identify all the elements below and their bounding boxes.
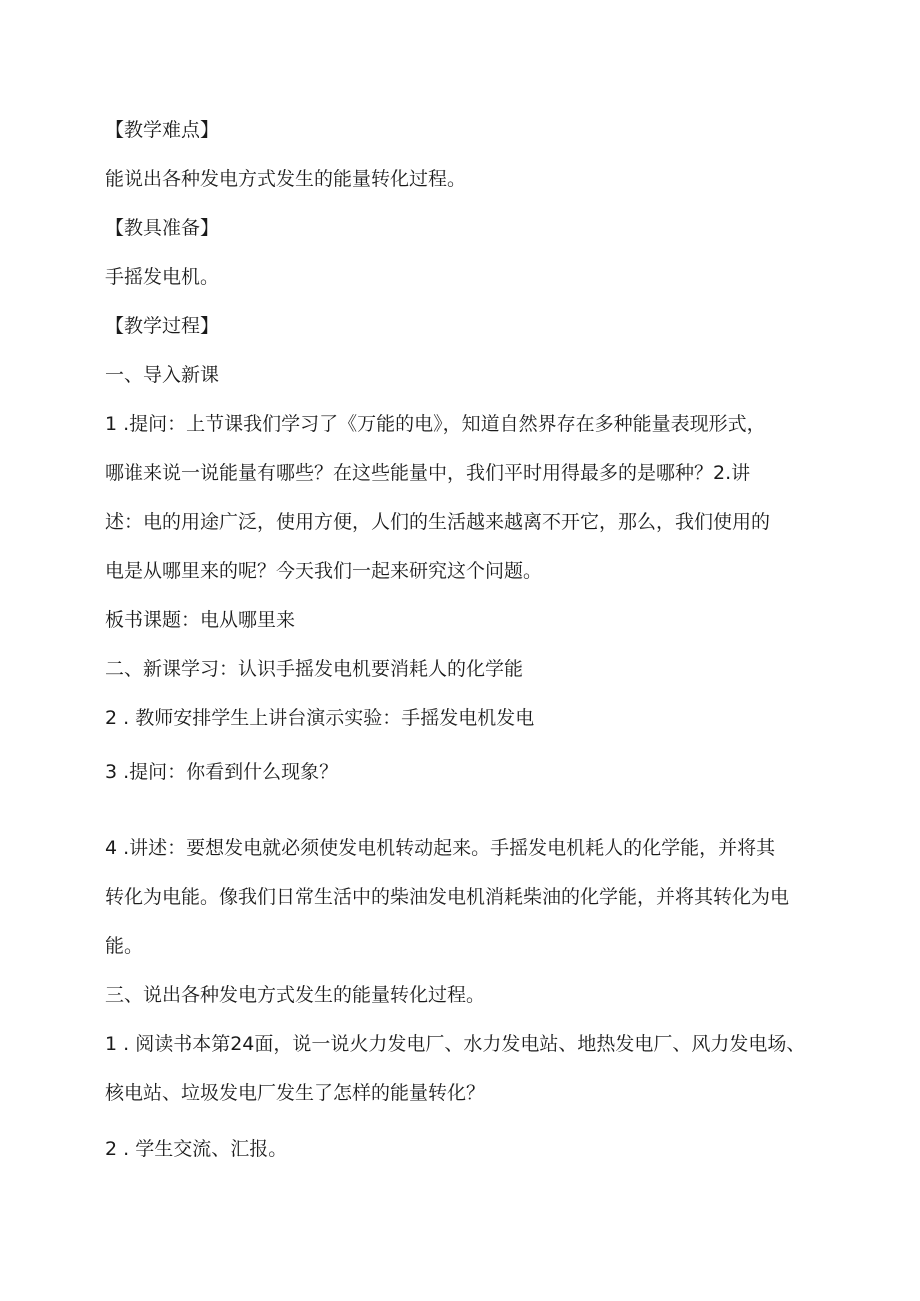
section-heading-process: 【教学过程】: [105, 315, 220, 337]
subsection-heading: 三、说出各种发电方式发生的能量转化过程。: [105, 984, 486, 1006]
paragraph-line: 电是从哪里来的呢？今天我们一起来研究这个问题。: [105, 560, 543, 582]
paragraph-line: 4 .讲述：要想发电就必须使发电机转动起来。手摇发电机耗人的化学能，并将其: [105, 837, 776, 859]
paragraph-line: 2 . 教师安排学生上讲台演示实验：手摇发电机发电: [105, 707, 535, 729]
paragraph-line: 转化为电能。像我们日常生活中的柴油发电机消耗柴油的化学能，并将其转化为电: [105, 886, 790, 908]
paragraph-line: 1 . 阅读书本第24面，说一说火力发电厂、水力发电站、地热发电厂、风力发电场、: [105, 1033, 806, 1055]
paragraph-line: 3 .提问：你看到什么现象？: [105, 761, 339, 783]
paragraph-line: 哪谁来说一说能量有哪些？在这些能量中，我们平时用得最多的是哪种？2.讲: [105, 462, 751, 484]
paragraph-line: 述：电的用途广泛，使用方便，人们的生活越来越离不开它，那么，我们使用的: [105, 511, 771, 533]
paragraph-line: 板书课题：电从哪里来: [105, 609, 296, 631]
subsection-heading: 一、导入新课: [105, 364, 220, 386]
paragraph-line: 2 . 学生交流、汇报。: [105, 1138, 288, 1160]
paragraph-line: 核电站、垃圾发电厂发生了怎样的能量转化？: [105, 1082, 486, 1104]
paragraph-line: 能说出各种发电方式发生的能量转化过程。: [105, 168, 467, 190]
subsection-heading: 二、新课学习：认识手摇发电机要消耗人的化学能: [105, 658, 524, 680]
paragraph-line: 1 .提问：上节课我们学习了《万能的电》，知道自然界存在多种能量表现形式，: [105, 413, 766, 435]
section-heading-difficulty: 【教学难点】: [105, 119, 220, 141]
paragraph-line: 手摇发电机。: [105, 266, 220, 288]
paragraph-line: 能。: [105, 935, 144, 957]
section-heading-materials: 【教具准备】: [105, 217, 220, 239]
